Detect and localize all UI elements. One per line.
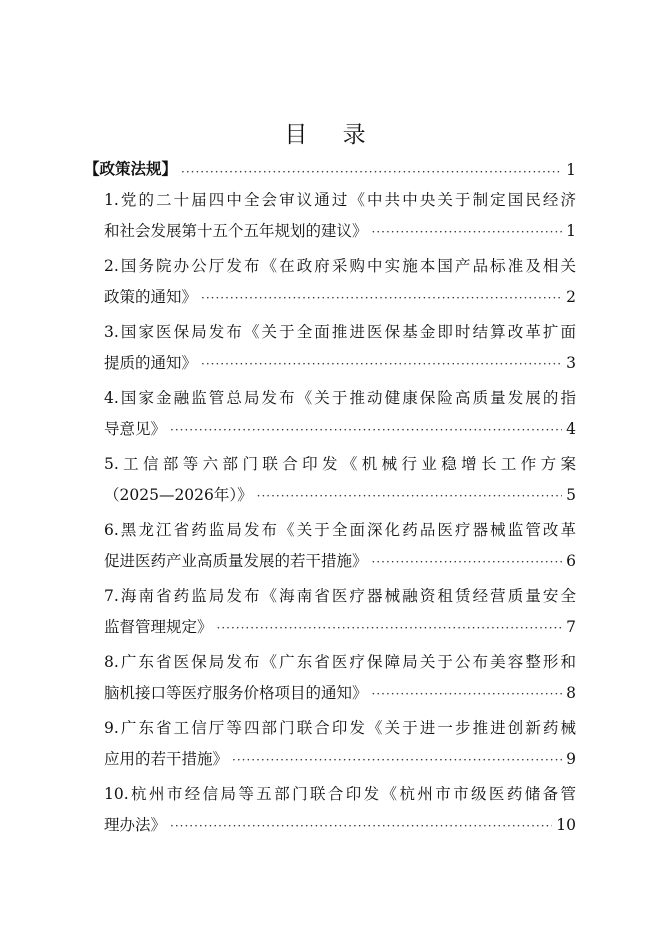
entry-page-number: 10 (556, 816, 576, 834)
toc-entry (104, 317, 576, 381)
leader-dots (257, 481, 562, 512)
toc-entries (104, 185, 576, 845)
leader-dots (217, 613, 563, 644)
entry-page-number: 5 (566, 486, 576, 504)
entry-page-number: 4 (566, 420, 576, 438)
leader-dots (372, 679, 563, 710)
entry-line1: 8.广东省医保局发布《广东省医疗保障局关于公布美容整形和 (104, 653, 576, 671)
toc-entry (104, 779, 576, 843)
leader-dots (170, 811, 552, 842)
entry-line1: 6.黑龙江省药监局发布《关于全面深化药品医疗器械监管改革 (104, 521, 576, 539)
entry-page-number: 9 (566, 750, 576, 768)
entry-line1: 5.工信部等六部门联合印发《机械行业稳增长工作方案 (104, 455, 576, 473)
entry-line1: 1.党的二十届四中全会审议通过《中共中央关于制定国民经济 (104, 191, 576, 209)
toc-entry (104, 251, 576, 315)
entry-line1: 4.国家金融监管总局发布《关于推动健康保险高质量发展的指 (104, 389, 576, 407)
leader-dots (181, 165, 562, 179)
toc-entry (104, 185, 576, 249)
leader-dots (372, 217, 563, 248)
toc-entry (104, 647, 576, 711)
entry-line2: 监督管理规定》 (104, 618, 213, 636)
toc-entry (104, 713, 576, 777)
entry-page-number: 2 (566, 288, 576, 306)
section-heading (84, 153, 576, 179)
entry-line1: 10.杭州市经信局等五部门联合印发《杭州市市级医药储备管 (104, 785, 576, 803)
leader-dots (170, 415, 562, 446)
entry-line2: 政策的通知》 (104, 288, 198, 306)
section-page-number: 1 (566, 161, 576, 179)
entry-line2: （2025—2026年）》 (104, 486, 253, 504)
entry-line2: 导意见》 (104, 420, 167, 438)
entry-page-number: 6 (566, 552, 576, 570)
leader-dots (201, 349, 562, 380)
toc-entry (104, 515, 576, 579)
entry-page-number: 3 (566, 354, 576, 372)
entry-line2: 和社会发展第十五个五年规划的建议》 (104, 222, 368, 240)
entry-line2: 应用的若干措施》 (104, 750, 229, 768)
entry-line2: 提质的通知》 (104, 354, 198, 372)
entry-line1: 2.国务院办公厅发布《在政府采购中实施本国产品标准及相关 (104, 257, 576, 275)
entry-line1: 7.海南省药监局发布《海南省医疗器械融资租赁经营质量安全 (104, 587, 576, 605)
leader-dots (201, 283, 562, 314)
entry-line1: 3.国家医保局发布《关于全面推进医保基金即时结算改革扩面 (104, 323, 576, 341)
entry-line2: 脑机接口等医疗服务价格项目的通知》 (104, 684, 368, 702)
leader-dots (232, 745, 562, 776)
entry-page-number: 7 (566, 618, 576, 636)
entry-page-number: 8 (566, 684, 576, 702)
toc-entry (104, 581, 576, 645)
leader-dots (372, 547, 563, 578)
entry-line2: 促进医药产业高质量发展的若干措施》 (104, 552, 368, 570)
entry-page-number: 1 (566, 222, 576, 240)
toc-entry (104, 449, 576, 513)
entry-line1: 9.广东省工信厅等四部门联合印发《关于进一步推进创新药械 (104, 719, 576, 737)
toc-entry (104, 383, 576, 447)
section-label: 【政策法规】 (84, 159, 178, 178)
entry-line2: 理办法》 (104, 816, 167, 834)
page-title: 目 录 (284, 122, 380, 148)
